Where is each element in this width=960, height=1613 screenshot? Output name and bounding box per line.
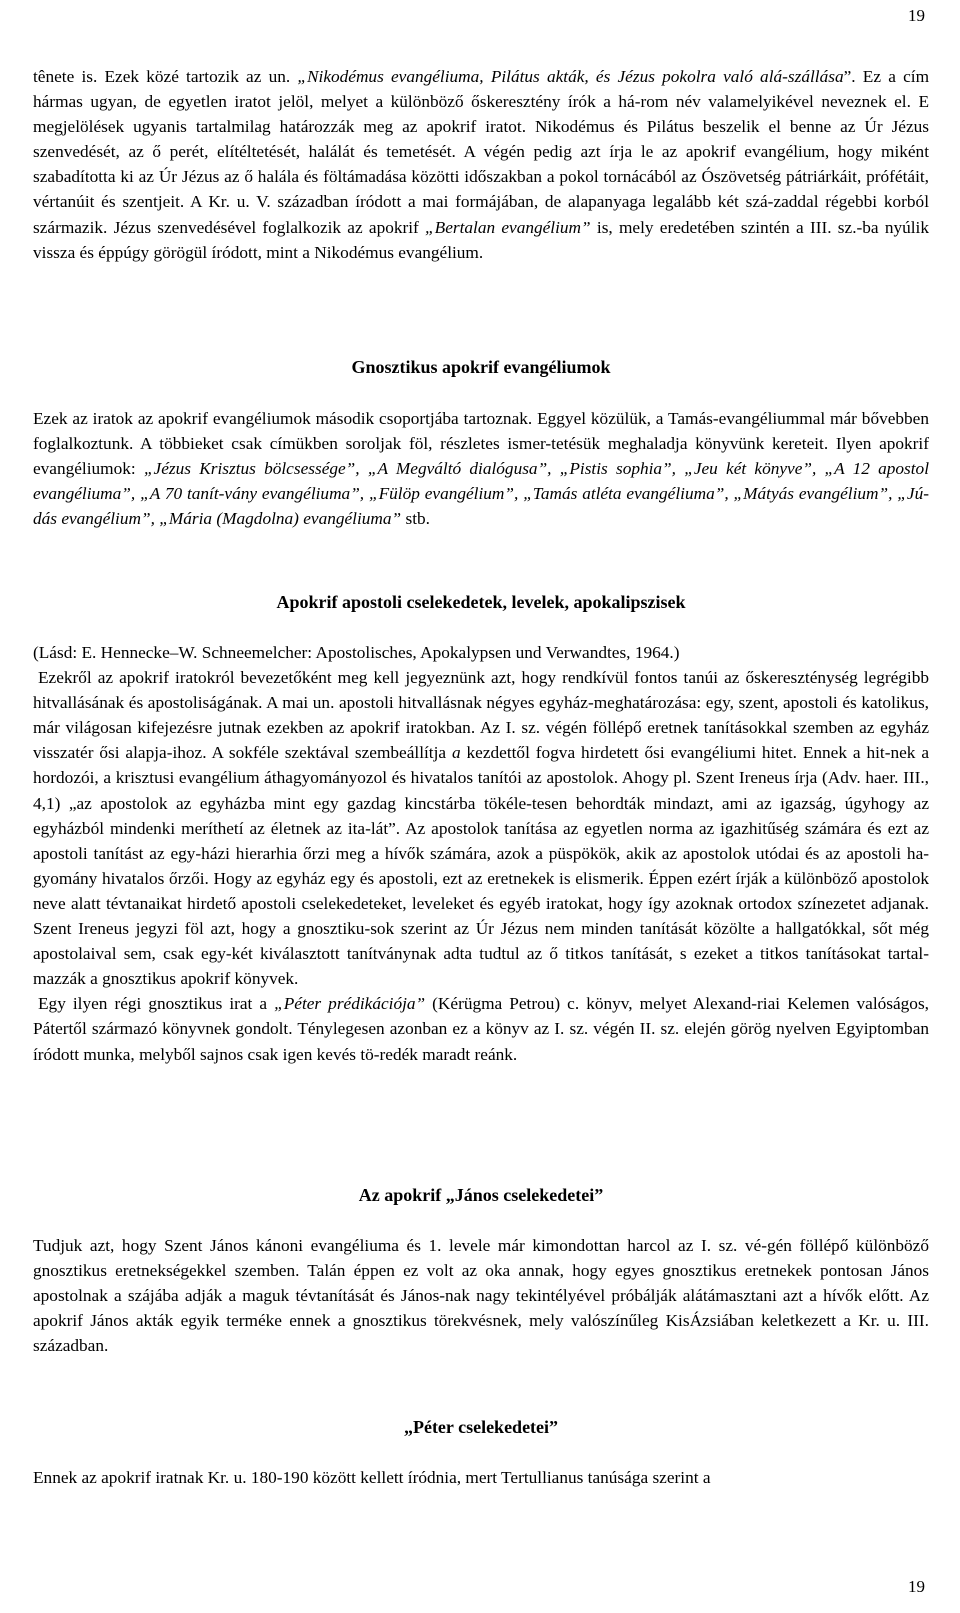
paragraph-janos [33,1233,929,1358]
paragraph-text [33,64,929,265]
reference-line: (Lásd: E. Hennecke–W. Schneemelcher: Apostolisches, Apokalypsen und Verwandtes, 1964.) [33,643,680,662]
paragraph-text: Ennek az apokrif iratnak Kr. u. 180-190 között kellett íródnia, mert Tertullianus tanúsága szerint a [33,1468,711,1487]
title-peter-predikacioja: „Péter prédikációja” [274,994,426,1014]
text-run: tênete is. Ezek közé tartozik az un. [33,67,298,86]
heading-janos-cselekedetei: Az apokrif „János cselekedetei” [358,1185,604,1205]
paragraph-peter-predikacioja [33,991,929,1066]
gnostic-gospel-titles: „Jézus Krisztus bölcsessége”, „A Megváltó dialógusa”, „Pistis sophia”, „Jeu két könyve”, „A 12 apostol evangéliuma”, „A 70 tanít-vány evangéliuma”, „Fülöp evangélium”, „Tamás atléta evangéliuma”, „Mátyás evangélium”, „Jú-dás evangélium”, „Mária (Magdolna) evangéliuma” [33,459,929,529]
text-run: Ezekről az apokrif iratokról bevezetőként meg kell jegyeznünk azt, hogy rendkívül fontos tanúi az őskereszténység legrégibb hitvallásának és apostoliságának. A mai un. apostoli hitvallásnak négyes egyház-meghatározása: egy, szent, apostoli és katolikus, már világosan kifejezésre jutnak ezekben az apokrif iratokban. Az I. sz. végén föllépő eretnek tanításokkal szemben az egyház visszatér ősi alapja-ihoz. A sokféle szektával szembeállítja [33,668,929,763]
paragraph-gnosztikus [33,406,929,531]
section-apostoli [33,640,929,1067]
text-run: is, mely eredetében szintén a III. sz.-ba nyúlik vissza és éppúgy görögül íródott, mint a Nikodémus evangélium. [33,217,929,262]
page-number-top: 19 [908,6,925,25]
page-number-bottom: 19 [908,1577,925,1596]
text-run: ”. Ez a cím hármas ugyan, de egyetlen iratot jelöl, melyet a különböző őskeresztény írók a há-rom név valamelyikével neveznek el. E megjelölések ugyanis tartalmilag határozzák meg az apokrif iratot. Nikodémus és Pilátus beszelik el benne az Úr Jézus szenvedését, az ő perét, elítéltetését, halálát és temetését. A végén pedig azt írja le az apokrif evangélium, hogy miként szabadította ki az Úr Jézus az ő halála és föltámadása közötti időszakban a pokol tornácából az Ószövetség pátriárkáit, prófétáit, vértanúit és szentjeit. A Kr. u. V. században íródott a mai formájában, de alapanyaga legalább két szá-zaddal régebbi korból származik. Jézus szenvedésével foglalkozik az apokrif [33,67,930,237]
text-run: Ezek az iratok az apokrif evangéliumok második csoportjába tartoznak. Eggyel közülük, a Tamás-evangéliummal már bővebben foglalkoztunk. A többieket csak címükben soroljak föl, részletes ismer-tetésük meghaladja könyvünk kereteit. Ilyen apokrif evangéliumok: [33,409,929,479]
paragraph-text [33,406,929,531]
paragraph-text: Tudjuk azt, hogy Szent János kánoni evangéliuma és 1. levele már kimondottan harcol az I. sz. vé-gén föllépő különböző gnosztikus eretnekségekkel szemben. Talán éppen ez volt az oka annak, hogy egyes gnosztikus eretnekek pontosan János apostolnak a szájába adják a maguk tévtanítását és János-nak nagy tekintélyével próbálják alátámasztani azt a hívők előtt. Az apokrif János akták egyik terméke ennek a gnosztikus törekvésnek, mely valószínűleg KisÁzsiában keletkezett a Kr. u. III. században. [33,1236,929,1356]
text-run: Egy ilyen régi gnosztikus irat a [38,994,275,1014]
heading-apostoli-cselekedetek: Apokrif apostoli cselekedetek, levelek, apokalipszisek [276,592,686,612]
paragraph-peter [33,1465,929,1490]
text-run: kezdettől fogva hirdetett ősi evangéliumi hitet. Ennek a hit-nek a hordozói, a krisztusi evangélium áthagyományozol és hivatalos tanítói az apostolok. Ahogy pl. Szent Ireneus írja (Adv. haer. III., 4,1) „az apostolok az egyházba mint egy gazdag kincstárba tökéle-tesen behordták mindazt, ami az igazság, úgyhogy az egyházból mindenki meríthetí az életnek az ita-lát”. Az apostolok tanítása az egyetlen norma az igazhitűség számára és ezt az apostoli tanítást az egy-házi hierarhia őrzi meg a hívők számára, azok a püspökök, akik az apostolok utódai és az apostoli ha-gyomány hivatalos őrzői. Hogy az egyház egy és apostoli, ezt az eretnekek is elismerik. Éppen ezért írják a különböző apostolok neve alatt tévtanaikat hirdető apostoli cselekedeteket, leveleket és egyéb iratokat, hogy így azoknak ortodox színezetet adjanak. Szent Ireneus jegyzi föl azt, hogy a gnosztiku-sok szerint az Úr Jézus nem minden tanítását közölte a hallgatókkal, sőt még apostolaival sem, csak egy-két kiválasztott tanítványnak adta tudtul az ő titkos tanítását, s ezeket a titkos tanításokat tartal-mazzák a gnosztikus apokrif könyvek. [33,743,929,989]
heading-gnosztikus-evangeliumok: Gnosztikus apokrif evangéliumok [351,357,611,377]
text-run: (Kérügma Petrou) c. könyv, melyet Alexand-riai Kelemen valóságos, Pátertől származó könyvnek gondolt. Ténylegesen azonban ez a könyv az I. sz. végén II. sz. elején görög nyelven Egyiptomban íródott munka, melyből sajnos csak igen kevés tö-redék maradt reánk. [33,994,929,1064]
heading-peter-cselekedetei: „Péter cselekedetei” [403,1417,559,1437]
paragraph-apostoli [33,665,929,991]
paragraph-nikodemus [33,64,929,265]
emphasis-a: a [451,743,461,763]
title-nikodemus-evangelium: „Nikodémus evangéliuma, Pilátus akták, és Jézus pokolra való alá-szállása [297,67,844,86]
text-run: stb. [401,509,430,529]
title-bertalan-evangelium: „Bertalan evangélium” [425,217,591,237]
